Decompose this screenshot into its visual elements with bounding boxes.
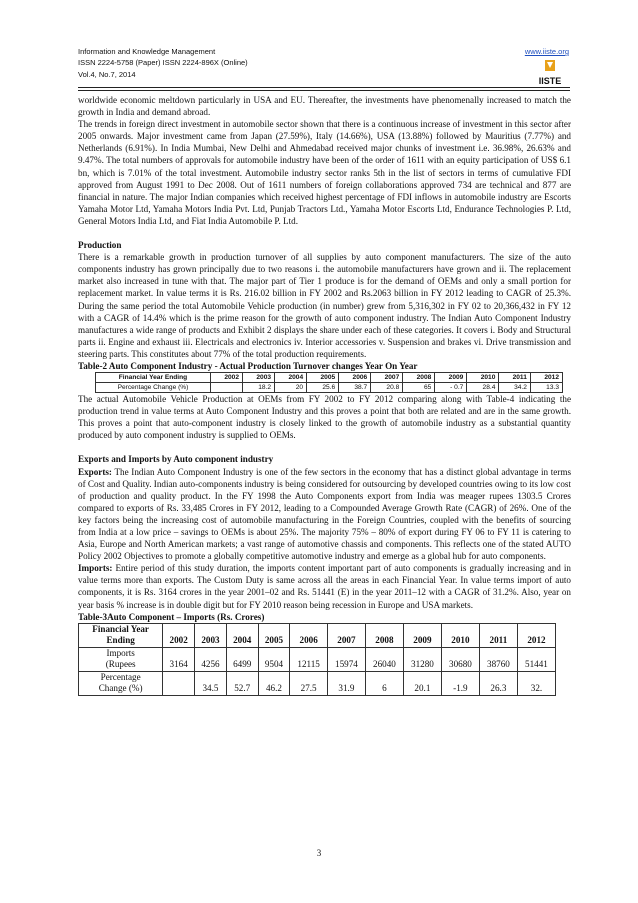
header-rule-2 <box>78 90 570 91</box>
table2-year-row <box>96 373 563 383</box>
table-cell: 20.8 <box>371 383 403 393</box>
table-cell: 2008 <box>365 623 403 647</box>
table2-change-row <box>96 383 563 393</box>
table-cell: 30680 <box>441 647 479 671</box>
table-cell: 2006 <box>290 623 328 647</box>
table-cell: 2002 <box>163 623 195 647</box>
table-cell: 26040 <box>365 647 403 671</box>
table-cell: 12115 <box>290 647 328 671</box>
table-cell <box>163 671 195 695</box>
table-cell: 2004 <box>275 373 307 383</box>
table-cell: 2005 <box>258 623 290 647</box>
table-cell: 15974 <box>327 647 365 671</box>
table3-year-row <box>79 623 556 647</box>
table-cell: 2007 <box>371 373 403 383</box>
logo-text: IISTE <box>538 76 562 86</box>
table-cell: 2012 <box>530 373 562 383</box>
paragraph-1: worldwide economic meltdown particularly in USA and EU. Thereafter, the investments have phenomenally increased to match the growth in India and demand abroad. <box>78 95 571 118</box>
table-cell: 38760 <box>479 647 517 671</box>
paragraph-exports <box>78 466 571 563</box>
paragraph-production-trend: The actual Automobile Vehicle Production at OEMs from FY 2002 to FY 2012 comparing along with Table-4 indicating the production trend in value terms at Auto Component Industry and this proves a point that both are related and are in the same growth. This proves a point that auto-component industry is closely linked to the growth of automobile industry as a substantial quantity produced by auto component industry is supplied to OEMs. <box>78 394 571 441</box>
table-cell: 2006 <box>339 373 371 383</box>
table2-caption: Table-2 Auto Component Industry - Actual Production Turnover changes Year On Year <box>78 360 418 371</box>
table-cell: 2004 <box>226 623 258 647</box>
issn-line: ISSN 2224-5758 (Paper) ISSN 2224-896X (Online) <box>78 58 248 68</box>
table-cell: 31.9 <box>327 671 365 695</box>
table3-row-label: Financial Year Ending <box>79 623 163 647</box>
header-rule-1 <box>78 87 570 88</box>
table3-imports <box>78 623 556 696</box>
page-number: 3 <box>316 848 322 858</box>
table2-production-changes <box>95 372 563 393</box>
table-cell: 3164 <box>163 647 195 671</box>
table-cell <box>210 383 242 393</box>
page-body <box>78 94 571 696</box>
table-cell: 2011 <box>479 623 517 647</box>
table-cell: 25.6 <box>307 383 339 393</box>
imports-label: Imports: <box>78 563 113 574</box>
table-cell: 2009 <box>435 373 467 383</box>
section-heading-production: Production <box>78 240 122 251</box>
section-heading-exports-imports: Exports and Imports by Auto component industry <box>78 454 274 465</box>
table-cell: 34.5 <box>195 671 227 695</box>
journal-name: Information and Knowledge Management <box>78 47 216 56</box>
paragraph-production: There is a remarkable growth in production turnover of all supplies by auto component manufacturers. The size of the auto components industry has grown principally due to two reasons i. the automobile manufacturers have grown and ii. The replacement market also increased in tune with that. The major part of Tier 1 produce is for the demand of OEMs and only a small portion for replacement market. In value terms it is Rs. 216.02 billion in FY 2002 and Rs.2063 billion in FY 2012 leading to CAGR of 25.3%. During the same period the total Automobile Vehicle production (in number) grew from 5,316,302 in FY 02 to 20,366,432 in FY 12 with a CAGR of 14.4% which is the prime reason for the growth of auto component industry. The Indian Auto Component Industry manufactures a wide range of products and Exhibit 2 displays the share under each of these categories. It covers i. Body and Structural parts ii. Engine and exhaust iii. Electricals and electronics iv. Interior accessories v. Suspension and brakes vi. Drive transmission and steering parts. This constitutes about 77% of the total production requirements. <box>78 252 571 359</box>
journal-url-link[interactable]: www.iiste.org <box>524 47 569 56</box>
table-cell: - 0.7 <box>435 383 467 393</box>
table-cell: 34.2 <box>499 383 531 393</box>
exports-text: The Indian Auto Component Industry is one of the few sectors in the economy that has a distinct global advantage in terms of Cost and Quality. Indian auto-components industry is being considered for outsourcing by developed countries owing to its low cost of production and quality product. In the FY 1998 the Auto Components export from India was meager rupees 1303.5 Crores compared to exports of Rs. 33,485 Crores in FY 2012, leading to a Compounded Average Growth Rate (CAGR) of 26%. One of the key factors being the increasing cost of automobile manufacturing in the Foreign Countries, coupled with the benefits of sourcing from India at a low price – savings to OEMs is about 25%. The majority 75% – 80% of export during FY 06 to FY 11 is catering to Asia, Europe and North American markets; a vast range of automotive chassis and components. This reflects one of the stated AUTO Policy 2002 Objectives to promote a globally competitive automotive industry and emerge as a global hub for auto components. <box>78 466 571 562</box>
paragraph-imports <box>78 562 571 610</box>
table-cell: 2010 <box>441 623 479 647</box>
table-cell: 13.3 <box>530 383 562 393</box>
table-cell: 2005 <box>307 373 339 383</box>
iiste-logo <box>533 60 567 86</box>
table2-row-label: Percentage Change (%) <box>96 383 211 393</box>
table-cell: 20 <box>275 383 307 393</box>
table-cell: 6 <box>365 671 403 695</box>
table2-row-label: Financial Year Ending <box>96 373 211 383</box>
table3-change-row <box>79 671 556 695</box>
table-cell: 52.7 <box>226 671 258 695</box>
table-cell: 32. <box>517 671 555 695</box>
table-cell: 31280 <box>403 647 441 671</box>
table-cell: 18.2 <box>243 383 275 393</box>
table-cell: 2009 <box>403 623 441 647</box>
paragraph-fdi-trends: The trends in foreign direct investment in automobile sector shown that there is a continuous increase of investment in this sector after 2005 onwards. Major investment came from Japan (27.59%), Italy (14.66%), USA (13.88%) followed by Mauritius (7.77%) and Netherlands (6.91%). In India Mumbai, New Delhi and Ahmedabad received major chunks of investment i.e. 36.98%, 26.63% and 9.47%. The total numbers of approvals for automobile industry have been of the order of 1611 with an equity participation of US$ 6.1 bn, which is 7.01% of the total investment. Automobile industry sector ranks 5th in the list of sectors in terms of cumulative FDI approved from August 1991 to Dec 2008. Out of 1611 numbers of foreign collaborations approved 734 are technical and 877 are financial in nature. The major Indian companies which received highest percentage of FDI inflows in automobile industry are Escorts Yamaha Motor Ltd, Yamaha Motors India Pvt. Ltd, Punjab Tractors Ltd., Yamaha Motor Escorts Ltd, Endurance Technologies P. Ltd, General Motors India Ltd, and Fiat India Automobile P. Ltd. <box>78 119 571 226</box>
table-cell: -1.9 <box>441 671 479 695</box>
page-header <box>78 46 572 80</box>
table-cell: 26.3 <box>479 671 517 695</box>
table-cell: 28.4 <box>467 383 499 393</box>
exports-label: Exports: <box>78 466 112 477</box>
table-cell: 46.2 <box>258 671 290 695</box>
table-cell: 2010 <box>467 373 499 383</box>
table-cell: 2007 <box>327 623 365 647</box>
table3-row-label: Percentage Change (%) <box>79 671 163 695</box>
table-cell: 27.5 <box>290 671 328 695</box>
table-cell: 20.1 <box>403 671 441 695</box>
table-cell: 65 <box>403 383 435 393</box>
table-cell: 38.7 <box>339 383 371 393</box>
table-cell: 2002 <box>210 373 242 383</box>
imports-text: Entire period of this study duration, the imports content important part of auto components is gradually increasing and in value terms more than exports. The Custom Duty is same across all the areas in each Financial Year. In value terms import of auto components, it is Rs. 3164 crores in the year 2001–02 and Rs. 51441 (E) in the year 2011–12 with a CAGR of 31.2%. Also, year on year basis % increase is in double digit but for FY 2010 reason being recession in Europe and USA markets. <box>78 563 571 610</box>
volume-line: Vol.4, No.7, 2014 <box>78 69 136 79</box>
table-cell: 2008 <box>403 373 435 383</box>
table-cell: 2011 <box>499 373 531 383</box>
table-cell: 2012 <box>517 623 555 647</box>
table3-imports-row <box>79 647 556 671</box>
table3-row-label: Imports (Rupees <box>79 647 163 671</box>
table-cell: 2003 <box>243 373 275 383</box>
table-cell: 2003 <box>195 623 227 647</box>
table-cell: 51441 <box>517 647 555 671</box>
table-cell: 9504 <box>258 647 290 671</box>
table-cell: 6499 <box>226 647 258 671</box>
table3-caption: Table-3Auto Component – Imports (Rs. Crores) <box>78 611 265 622</box>
table-cell: 4256 <box>195 647 227 671</box>
